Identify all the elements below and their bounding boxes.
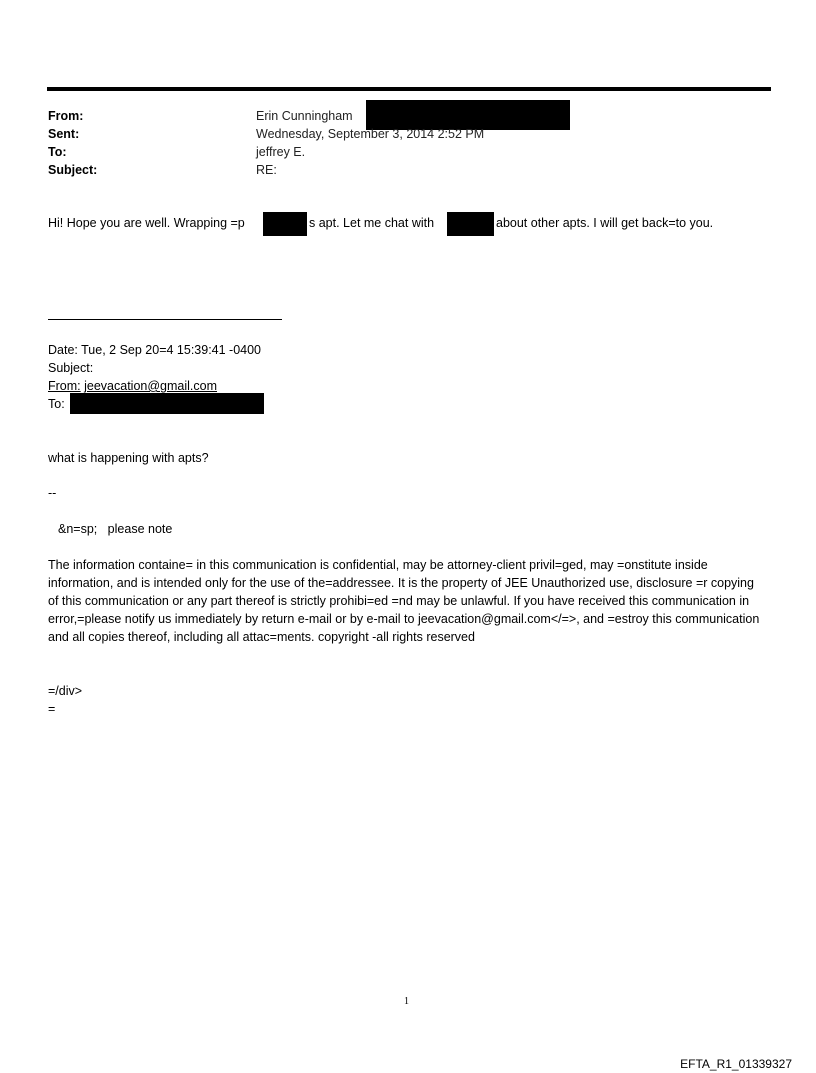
redaction-name-2 — [447, 212, 494, 236]
quoted-date: Date: Tue, 2 Sep 20=4 15:39:41 -0400 — [48, 343, 262, 357]
page-number: 1 — [404, 996, 409, 1007]
confidentiality-disclaimer: The information containe= in this communication is confidential, may be attorney-client privil=ged, may =onstitute inside information, and is intended only for the use of the=addressee. It is the property of JEE Unauthorized use, disclosure =r copying of this communication or any part thereof is strictly prohibi=ed =nd may be unlawful. If you have received this communication in error,=please notify us immediately by return e-mail or by e-mail to jeevacation@gmail.com</=>, and =estroy this communication and all copies thereof, including all attac=ments. copyright -all rights reserved — [48, 558, 760, 644]
from-label: From: — [48, 109, 84, 123]
quoted-from-email: jeevacation@gmail.com — [84, 379, 218, 393]
quoted-from-label: From: — [48, 379, 81, 393]
subject-value: RE: — [256, 163, 277, 177]
sent-label: Sent: — [48, 127, 80, 141]
redaction-to-email — [70, 393, 264, 414]
html-tail-1: =/div> — [48, 684, 83, 698]
please-note: &n=sp; please note — [58, 522, 173, 536]
reply-line-part3: about other apts. I will get back=to you. — [496, 216, 714, 230]
redaction-name-1 — [263, 212, 307, 236]
header-rule — [47, 87, 771, 91]
reply-line-part1: Hi! Hope you are well. Wrapping =p — [48, 216, 245, 230]
subject-label: Subject: — [48, 163, 98, 177]
html-tail-2: = — [48, 702, 56, 716]
from-value: Erin Cunningham — [256, 109, 353, 123]
signature-separator: -- — [48, 486, 57, 500]
to-value: jeffrey E. — [256, 145, 306, 159]
sent-value: Wednesday, September 3, 2014 2:52 PM — [256, 127, 485, 141]
quote-separator-rule — [48, 319, 282, 320]
to-label: To: — [48, 145, 67, 159]
quoted-message: what is happening with apts? — [48, 451, 209, 465]
quoted-subject: Subject: — [48, 361, 94, 375]
bates-number: EFTA_R1_01339327 — [680, 1057, 792, 1071]
reply-line-part2: s apt. Let me chat with — [309, 216, 435, 230]
quoted-to-label: To: — [48, 397, 65, 411]
